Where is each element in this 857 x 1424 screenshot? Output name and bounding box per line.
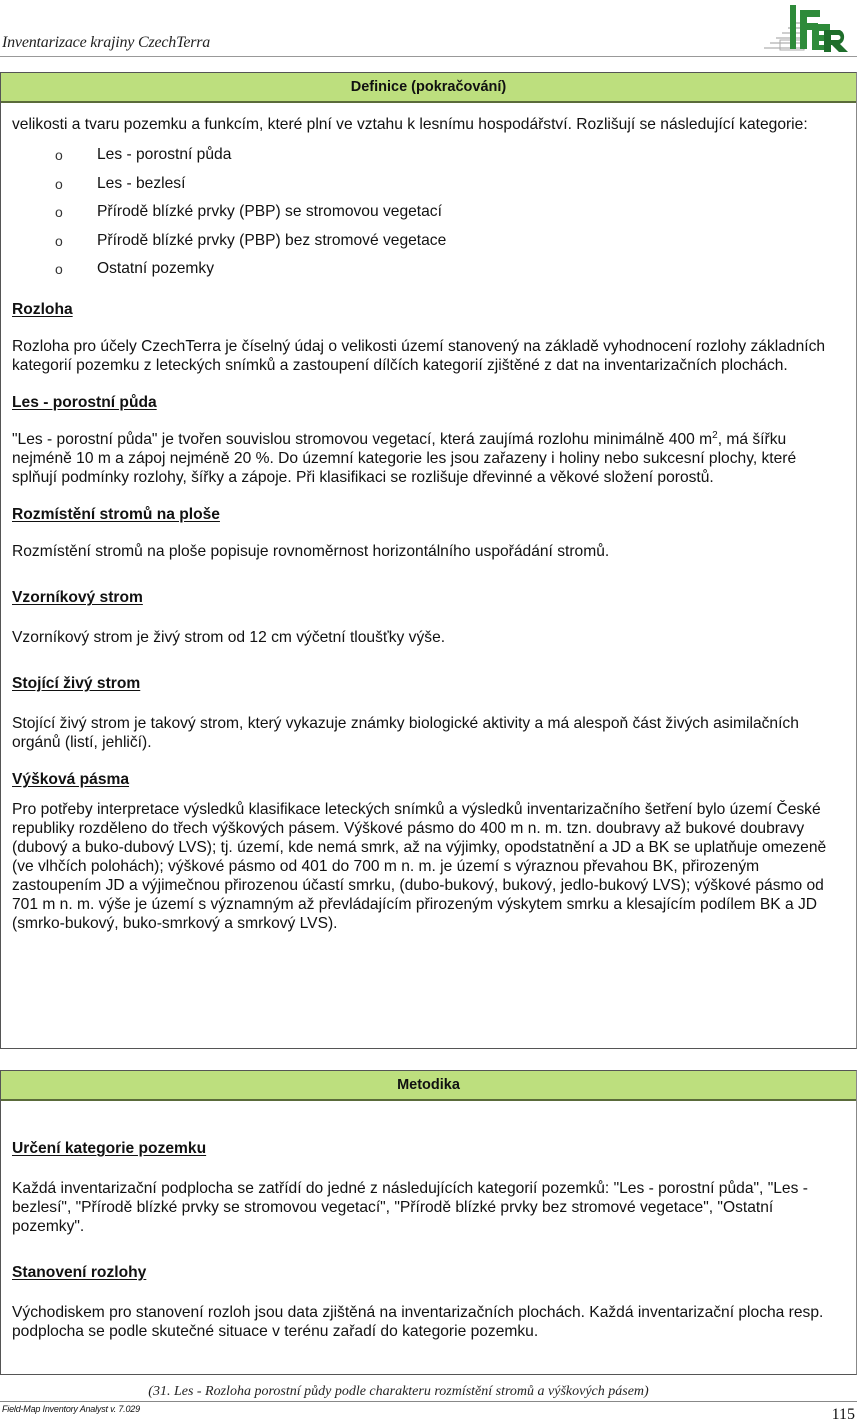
section-text-les-porostni-puda: "Les - porostní půda" je tvořen souvislou stromovou vegetací, která zaujímá rozlohu minimálně 400 $m^2$, má šířku nejméně 10 m a zápoj nejméně 20 %. Do územní kategorie les jsou zařazeny i holiny nebo sukcesní plochy, které splňují podmínky rozlohy, šířky a zápoje. Při klasifikaci se rozlišuje dřevinné a věkové složení porostů. (12, 429, 797, 486)
superscript: 2 (712, 429, 718, 441)
section-heading-rozloha: Rozloha (12, 300, 73, 318)
bullet-icon: o (55, 204, 63, 221)
panel-header (1, 73, 856, 103)
page-number: 115 (831, 1406, 855, 1423)
section-heading-stanoveni-rozlohy: Stanovení rozlohy (12, 1264, 147, 1281)
section-text-stanoveni-rozlohy: Východiskem pro stanovení rozloh jsou data zjištěná na inventarizačních plochách. Každá inventarizační plocha resp. podplocha se podle skutečné situace v terénu zařadí do kategorie pozemku. (12, 1304, 824, 1340)
list-item: o Přírodě blízké prvky (PBP) bez stromové vegetace (12, 231, 845, 260)
header-rule (0, 56, 857, 57)
bullet-icon: o (55, 147, 63, 163)
list-item: o Ostatní pozemky (12, 259, 845, 288)
document-title: Inventarizace krajiny CzechTerra (2, 34, 211, 51)
app-version: Field-Map Inventory Analyst v. 7.029 (2, 1404, 140, 1414)
panel-title: Definice (pokračování) (350, 79, 507, 95)
ifer-logo-icon (760, 2, 854, 52)
section-text-urceni-kategorie: Každá inventarizační podplocha se zatřídí do jedné z následujících kategorií pozemků: "Les - porostní půda", "Les - bezlesí", "Přírodě blízké prvky se stromovou vegetací", "Přírodě blízké prvky bez stromové vegetace", "Ostatní pozemky". (12, 1180, 808, 1235)
footer-rule (0, 1401, 857, 1402)
section-text-rozmisteni-stromu: Rozmístění stromů na ploše popisuje rovnoměrnost horizontálního uspořádání stromů. (12, 542, 610, 560)
panel-title: Metodika (397, 1077, 460, 1093)
section-text-vyskova-pasma: Pro potřeby interpretace výsledků klasifikace leteckých snímků a výsledků inventarizačního šetření bylo území České republiky rozděleno do třech výškových pásem. Výškové pásmo do 400 m n. m. tzn. doubravy až bukové doubravy (dubový a buko-dubový LVS); tj. území, kde nemá smrk, až na výjimky, opodstatnění a JD a BK se uplatňuje omezeně (ve vlhčích polohách); výškové pásmo od 401 do 700 m n. m. je území s výraznou převahou BK, přirozeným zastoupením JD a výjimečnou přirozenou účastí smrku, (dubo-bukový, bukový, jedlo-bukový LVS); výškové pásmo od 701 m n. m. výše je území s významným až převládajícím přirozeným výskytem smrku a klesajícím podílem BK a JD (smrko-bukový, buko-smrkový a smrkový LVS). (12, 800, 827, 932)
list-item: o Les - bezlesí (12, 174, 845, 203)
category-list (12, 145, 845, 288)
section-heading-rozmisteni-stromu: Rozmístění stromů na ploše (12, 505, 220, 523)
bullet-icon: o (55, 232, 63, 249)
page-header (0, 0, 857, 58)
panel-header (1, 1071, 856, 1101)
intro-text: velikosti a tvaru pozemku a funkcím, které plní ve vztahu k lesnímu hospodářství. Rozlišují se následující kategorie: (12, 116, 808, 133)
bullet-icon: o (55, 261, 63, 278)
metodika-panel (0, 1070, 857, 1375)
definice-panel (0, 72, 857, 1049)
panel-body (1, 1101, 856, 1341)
section-text-vzornikovy-strom: Vzorníkový strom je živý strom od 12 cm výčetní tloušťky výše. (12, 628, 446, 646)
section-heading-vzornikovy-strom: Vzorníkový strom (12, 588, 143, 606)
list-item: o Les - porostní půda (12, 145, 845, 174)
section-text-rozloha: Rozloha pro účely CzechTerra je číselný údaj o velikosti území stanovený na základě vyhodnocení rozlohy základních kategorií pozemku z leteckých snímků a zastoupení dílčích kategorií zjištěné z dat na inventarizačních plochách. (12, 337, 826, 374)
list-item: o Přírodě blízké prvky (PBP) se stromovou vegetací (12, 202, 845, 231)
panel-body (1, 103, 856, 933)
bullet-icon: o (55, 175, 63, 192)
figure-caption: (31. Les - Rozloha porostní půdy podle charakteru rozmístění stromů a výškových pásem) (148, 1384, 649, 1399)
section-heading-les-porostni-puda: Les - porostní půda (12, 393, 157, 411)
section-heading-vyskova-pasma: Výšková pásma (12, 770, 130, 788)
section-heading-urceni-kategorie: Určení kategorie pozemku (12, 1140, 207, 1157)
section-text-stojici-zivy-strom: Stojící živý strom je takový strom, který vykazuje známky biologické aktivity a má alespoň část živých asimilačních orgánů (listí, jehličí). (12, 714, 799, 751)
section-heading-stojici-zivy-strom: Stojící živý strom (12, 674, 141, 692)
